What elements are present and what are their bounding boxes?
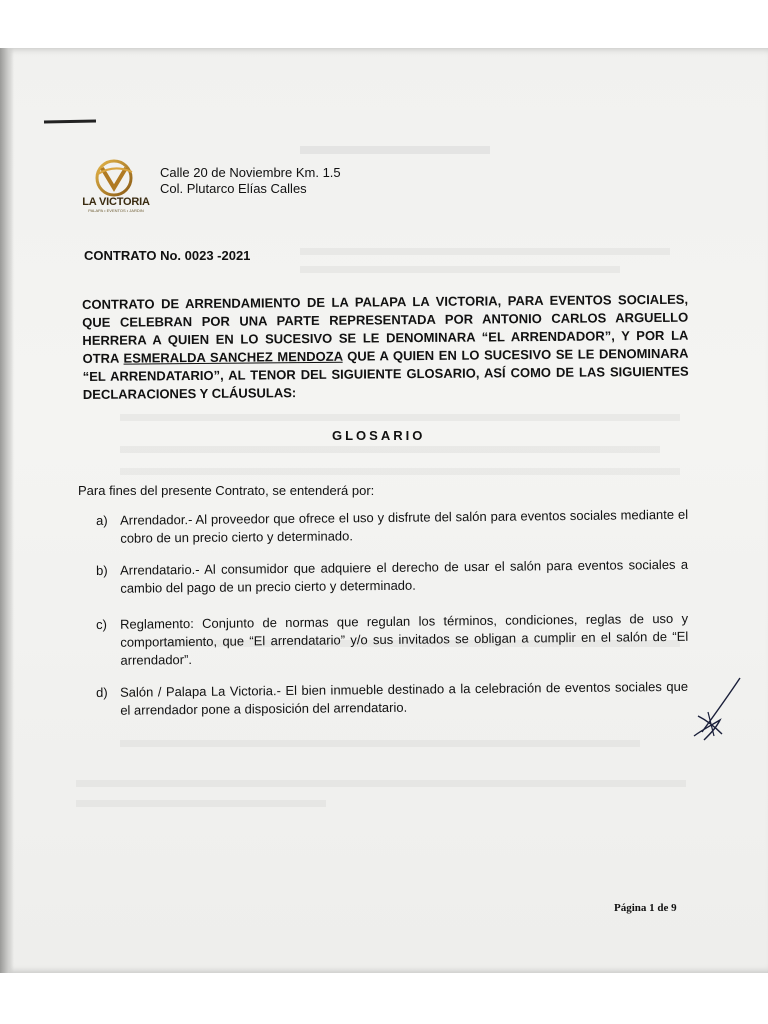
bleed-through-line <box>120 414 680 421</box>
page-edge-shadow <box>0 48 14 973</box>
glossary-item-d <box>96 678 688 720</box>
item-text: Arrendatario.- Al consumidor que adquiere el derecho de usar el salón para eventos sociales a cambio del pago de un precio cierto y determinado. <box>120 556 689 596</box>
bleed-through-line <box>76 780 686 787</box>
section-heading: GLOSARIO <box>332 428 426 443</box>
handwritten-signature <box>688 676 744 746</box>
glossary-item-a <box>96 506 688 548</box>
bleed-through-line <box>300 266 620 273</box>
bleed-through-line <box>300 146 490 154</box>
title-part-2: QUE A QUIEN EN LO SUCESIVO SE LE DENOMINARA “EL ARRENDATARIO”, AL TENOR DEL SIGUIENTE GLOSARIO, ASÍ COMO DE LAS SIGUIENTES DECLARACIONES Y CLÁUSULAS: <box>82 345 689 402</box>
item-text: Arrendador.- Al proveedor que ofrece el uso y disfrute del salón para eventos sociales mediante el cobro de un precio cierto y determinado. <box>120 506 689 546</box>
item-letter: d) <box>96 684 108 700</box>
intro-text: Para fines del presente Contrato, se entenderá por: <box>78 483 375 498</box>
bleed-through-line <box>76 800 326 807</box>
contract-title <box>82 291 689 404</box>
address-line-1: Calle 20 de Noviembre Km. 1.5 <box>160 165 341 180</box>
logo-emblem-icon <box>74 158 158 198</box>
title-part-1: CONTRATO DE ARRENDAMIENTO DE LA PALAPA LA VICTORIA, PARA EVENTOS SOCIALES, QUE CELEBRAN POR UNA PARTE REPRESENTADA POR ANTONIO CARLOS ARGUELLO HERRERA A QUIEN EN LO SUCESIVO SE LE DENOMINARA “EL ARRENDADOR”, Y POR LA OTRA <box>82 291 689 366</box>
glossary-item-c <box>96 610 689 670</box>
item-letter: b) <box>96 562 108 578</box>
page-number: Página 1 de 9 <box>614 902 677 914</box>
item-text: Salón / Palapa La Victoria.- El bien inmueble destinado a la celebración de eventos sociales que el arrendador pone a disposición del arrendatario. <box>120 678 689 718</box>
address-line-2: Col. Plutarco Elías Calles <box>160 181 307 196</box>
bleed-through-line <box>300 248 670 255</box>
lessee-name: ESMERALDA SANCHEZ MENDOZA <box>123 348 343 366</box>
bleed-through-line <box>120 468 680 475</box>
logo-tagline: PALAPA • EVENTOS • JARDIN <box>88 208 144 213</box>
item-text: Reglamento: Conjunto de normas que regulan los términos, condiciones, reglas de uso y comportamiento, que “El arrendatario” y/o sus invitados se obligan a cumplir en el salón de “El arrendador”. <box>120 610 689 668</box>
glossary-item-b <box>96 556 688 598</box>
bleed-through-line <box>120 446 660 453</box>
logo-wordmark: LA VICTORIA <box>82 196 150 208</box>
contract-number: CONTRATO No. 0023 -2021 <box>84 248 251 263</box>
item-letter: c) <box>96 616 108 632</box>
item-letter: a) <box>96 512 108 528</box>
la-victoria-logo <box>74 158 158 214</box>
bleed-through-line <box>120 740 640 747</box>
